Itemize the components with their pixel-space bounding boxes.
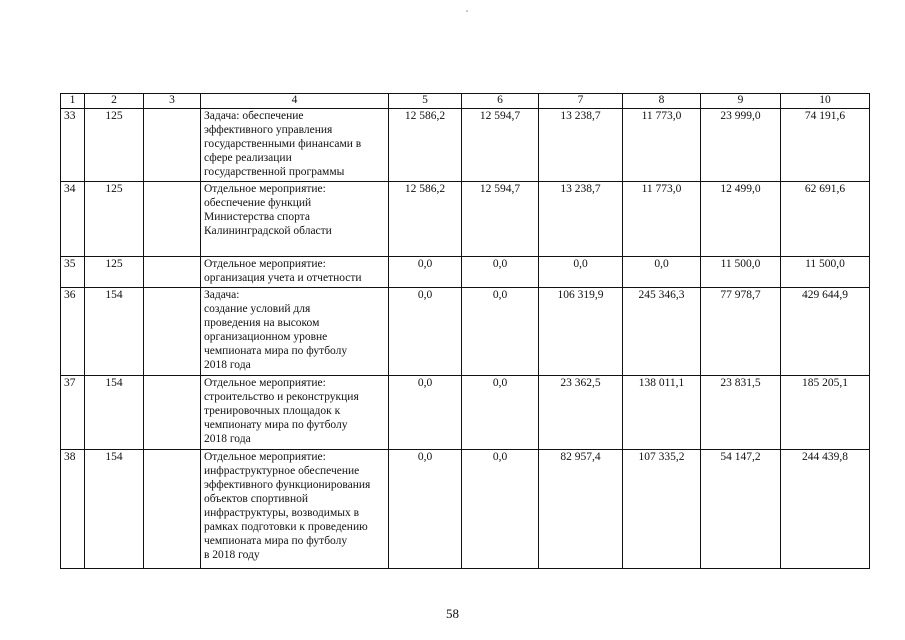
row-description: Задача: создание условий для проведения на высоком организационном уровне чемпионата мира по футболу 2018 года xyxy=(201,288,389,376)
header-col-6: 6 xyxy=(462,94,539,109)
header-col-9: 9 xyxy=(701,94,781,109)
table-row xyxy=(61,450,870,569)
row-value-9: 23 831,5 xyxy=(701,376,781,450)
row-value-6: 12 594,7 xyxy=(462,109,539,182)
row-description: Отдельное мероприятие: инфраструктурное обеспечение эффективного функционирования объектов спортивной инфраструктуры, возводимых в рамках подготовки к проведению чемпионата мира по футболу в 2018 году xyxy=(201,450,389,569)
header-col-5: 5 xyxy=(389,94,462,109)
row-value-5: 0,0 xyxy=(389,288,462,376)
row-value-9: 54 147,2 xyxy=(701,450,781,569)
row-value-7: 82 957,4 xyxy=(539,450,623,569)
row-value-10: 244 439,8 xyxy=(781,450,870,569)
row-value-7: 13 238,7 xyxy=(539,182,623,257)
row-value-10: 74 191,6 xyxy=(781,109,870,182)
row-value-7: 13 238,7 xyxy=(539,109,623,182)
row-number: 33 xyxy=(61,109,85,182)
scan-speck xyxy=(466,10,468,12)
table-row xyxy=(61,376,870,450)
table-header-row xyxy=(61,94,870,109)
row-col3 xyxy=(144,288,201,376)
row-value-8: 107 335,2 xyxy=(623,450,701,569)
row-value-6: 0,0 xyxy=(462,257,539,288)
row-value-10: 185 205,1 xyxy=(781,376,870,450)
header-col-1: 1 xyxy=(61,94,85,109)
header-col-2: 2 xyxy=(85,94,144,109)
row-value-6: 0,0 xyxy=(462,288,539,376)
row-code: 125 xyxy=(85,109,144,182)
row-value-10: 11 500,0 xyxy=(781,257,870,288)
row-value-8: 0,0 xyxy=(623,257,701,288)
row-code: 125 xyxy=(85,257,144,288)
table-row xyxy=(61,257,870,288)
row-value-6: 0,0 xyxy=(462,376,539,450)
table-row xyxy=(61,109,870,182)
row-value-5: 12 586,2 xyxy=(389,109,462,182)
row-number: 34 xyxy=(61,182,85,257)
row-value-9: 23 999,0 xyxy=(701,109,781,182)
header-col-10: 10 xyxy=(781,94,870,109)
row-col3 xyxy=(144,376,201,450)
row-value-10: 429 644,9 xyxy=(781,288,870,376)
row-number: 38 xyxy=(61,450,85,569)
row-value-8: 11 773,0 xyxy=(623,109,701,182)
table-row xyxy=(61,288,870,376)
row-value-5: 0,0 xyxy=(389,257,462,288)
row-value-5: 0,0 xyxy=(389,450,462,569)
row-value-9: 12 499,0 xyxy=(701,182,781,257)
row-code: 154 xyxy=(85,450,144,569)
row-value-8: 11 773,0 xyxy=(623,182,701,257)
header-col-3: 3 xyxy=(144,94,201,109)
row-value-7: 0,0 xyxy=(539,257,623,288)
row-value-5: 12 586,2 xyxy=(389,182,462,257)
row-value-7: 106 319,9 xyxy=(539,288,623,376)
row-description: Задача: обеспечение эффективного управления государственными финансами в сфере реализации государственной программы xyxy=(201,109,389,182)
row-value-6: 0,0 xyxy=(462,450,539,569)
page-number: 58 xyxy=(446,606,459,621)
row-number: 36 xyxy=(61,288,85,376)
row-description: Отдельное мероприятие: организация учета и отчетности xyxy=(201,257,389,288)
row-col3 xyxy=(144,257,201,288)
row-value-7: 23 362,5 xyxy=(539,376,623,450)
row-value-9: 77 978,7 xyxy=(701,288,781,376)
header-col-4: 4 xyxy=(201,94,389,109)
row-col3 xyxy=(144,450,201,569)
budget-table xyxy=(60,93,870,569)
row-value-10: 62 691,6 xyxy=(781,182,870,257)
row-value-5: 0,0 xyxy=(389,376,462,450)
row-code: 154 xyxy=(85,376,144,450)
table-row xyxy=(61,182,870,257)
row-value-8: 138 011,1 xyxy=(623,376,701,450)
header-col-7: 7 xyxy=(539,94,623,109)
row-code: 125 xyxy=(85,182,144,257)
row-number: 35 xyxy=(61,257,85,288)
row-value-8: 245 346,3 xyxy=(623,288,701,376)
header-col-8: 8 xyxy=(623,94,701,109)
row-description: Отдельное мероприятие: строительство и реконструкция тренировочных площадок к чемпионату мира по футболу 2018 года xyxy=(201,376,389,450)
row-col3 xyxy=(144,182,201,257)
row-col3 xyxy=(144,109,201,182)
row-number: 37 xyxy=(61,376,85,450)
row-description: Отдельное мероприятие: обеспечение функций Министерства спорта Калининградской области xyxy=(201,182,389,257)
row-value-9: 11 500,0 xyxy=(701,257,781,288)
row-code: 154 xyxy=(85,288,144,376)
row-value-6: 12 594,7 xyxy=(462,182,539,257)
